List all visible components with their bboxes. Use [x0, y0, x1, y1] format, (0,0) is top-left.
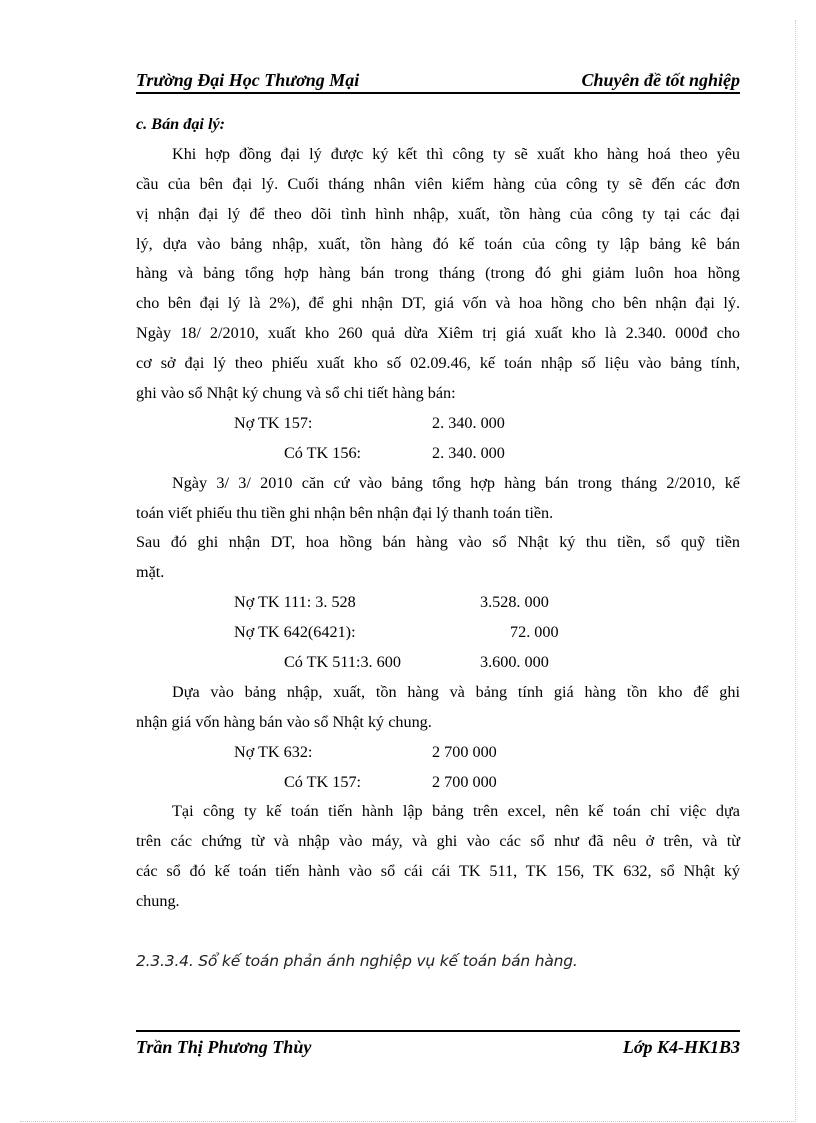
- entry-amount: 2 700 000: [432, 772, 497, 791]
- paragraph-revenue: [136, 528, 740, 588]
- header-document-type: Chuyên đề tốt nghiệp: [581, 70, 740, 90]
- paragraph-payment: [136, 469, 740, 529]
- entry-row: [136, 588, 740, 618]
- paragraph-line: cho bên đại lý là 2%), để ghi nhận DT, giá vốn và hoa hồng cho bên nhận đại lý.: [136, 294, 740, 313]
- journal-entry-3: [136, 738, 740, 798]
- document-body: [136, 110, 740, 917]
- entry-account: Nợ TK 111: 3. 528: [234, 593, 356, 612]
- paragraph-line: Tại công ty kế toán tiến hành lập bảng trên excel, nên kế toán chỉ việc dựa: [172, 802, 740, 821]
- page-edge-right: [795, 20, 796, 1120]
- entry-account: Có TK 156:: [284, 443, 362, 462]
- entry-amount: 2 700 000: [432, 742, 497, 761]
- page-header: [136, 67, 740, 94]
- paragraph-line: Dựa vào bảng nhập, xuất, tồn hàng và bảng tính giá hàng tồn kho để ghi: [172, 682, 740, 701]
- paragraph-line: mặt.: [136, 563, 165, 582]
- journal-entry-1: [136, 409, 740, 469]
- paragraph-line: Ngày 18/ 2/2010, xuất kho 260 quả dừa Xiêm trị giá xuất kho là 2.340. 000đ cho: [136, 324, 740, 343]
- page-edge-bottom: [20, 1121, 796, 1122]
- section-title: 2.3.3.4. Sổ kế toán phản ánh nghiệp vụ kế toán bán hàng.: [136, 952, 578, 970]
- paragraph-line: ghi vào sổ Nhật ký chung và sổ chi tiết hàng bán:: [136, 384, 456, 403]
- paragraph-line: Khi hợp đồng đại lý được ký kết thì công ty sẽ xuất kho hàng hoá theo yêu: [172, 144, 740, 163]
- entry-amount: 3.600. 000: [480, 653, 549, 672]
- paragraph-cost: [136, 678, 740, 738]
- paragraph-shipment: [136, 319, 740, 409]
- subsection-heading: c. Bán đại lý:: [136, 115, 226, 133]
- paragraph-agency-sales: [136, 140, 740, 319]
- paragraph-line: Sau đó ghi nhận DT, hoa hồng bán hàng vào sổ Nhật ký thu tiền, sổ quỹ tiền: [136, 533, 740, 552]
- entry-row: [136, 439, 740, 469]
- entry-account: Nợ TK 642(6421):: [234, 623, 356, 642]
- entry-row: [136, 768, 740, 798]
- entry-account: Có TK 157:: [284, 772, 362, 791]
- paragraph-line: vị nhận đại lý để theo dõi tình hình nhập, xuất, tồn hàng của công ty tại các đại: [136, 204, 740, 223]
- entry-account: Có TK 511:3. 600: [284, 653, 401, 672]
- entry-account: Nợ TK 632:: [234, 742, 313, 761]
- journal-entry-2: [136, 588, 740, 678]
- footer-class: Lớp K4-HK1B3: [622, 1036, 740, 1057]
- paragraph-line: toán viết phiếu thu tiền ghi nhận bên nhận đại lý thanh toán tiền.: [136, 503, 554, 522]
- paragraph-line: chung.: [136, 892, 180, 911]
- entry-amount: 3.528. 000: [480, 593, 549, 612]
- entry-amount: 72. 000: [510, 623, 559, 642]
- entry-row: [136, 738, 740, 768]
- paragraph-line: cầu của bên đại lý. Cuối tháng nhân viên kiểm hàng của công ty sẽ đến các đơn: [136, 174, 740, 193]
- page-footer: [136, 1030, 740, 1060]
- paragraph-line: nhận giá vốn hàng bán vào sổ Nhật ký chung.: [136, 712, 432, 731]
- entry-row: [136, 648, 740, 678]
- paragraph-line: hàng và bảng tổng hợp hàng bán trong tháng (trong đó ghi giảm luôn hoa hồng: [136, 264, 740, 283]
- entry-row: [136, 409, 740, 439]
- paragraph-line: các sổ đó kế toán tiến hành vào sổ cái cái TK 511, TK 156, TK 632, sổ Nhật ký: [136, 862, 740, 881]
- paragraph-line: lý, dựa vào bảng nhập, xuất, tồn hàng đó kế toán của công ty lập bảng kê bán: [136, 234, 740, 253]
- paragraph-excel: [136, 797, 740, 917]
- entry-amount: 2. 340. 000: [432, 443, 505, 462]
- entry-row: [136, 618, 740, 648]
- footer-author: Trần Thị Phương Thùy: [136, 1036, 312, 1057]
- header-school-name: Trường Đại Học Thương Mại: [136, 70, 360, 90]
- entry-amount: 2. 340. 000: [432, 413, 505, 432]
- paragraph-line: trên các chứng từ và nhập vào máy, và ghi vào các sổ như đã nêu ở trên, và từ: [136, 832, 740, 851]
- paragraph-line: cơ sở đại lý theo phiếu xuất kho số 02.09.46, kế toán nhập số liệu vào bảng tính,: [136, 354, 740, 373]
- entry-account: Nợ TK 157:: [234, 413, 313, 432]
- paragraph-line: Ngày 3/ 3/ 2010 căn cứ vào bảng tổng hợp hàng bán trong tháng 2/2010, kế: [172, 473, 740, 492]
